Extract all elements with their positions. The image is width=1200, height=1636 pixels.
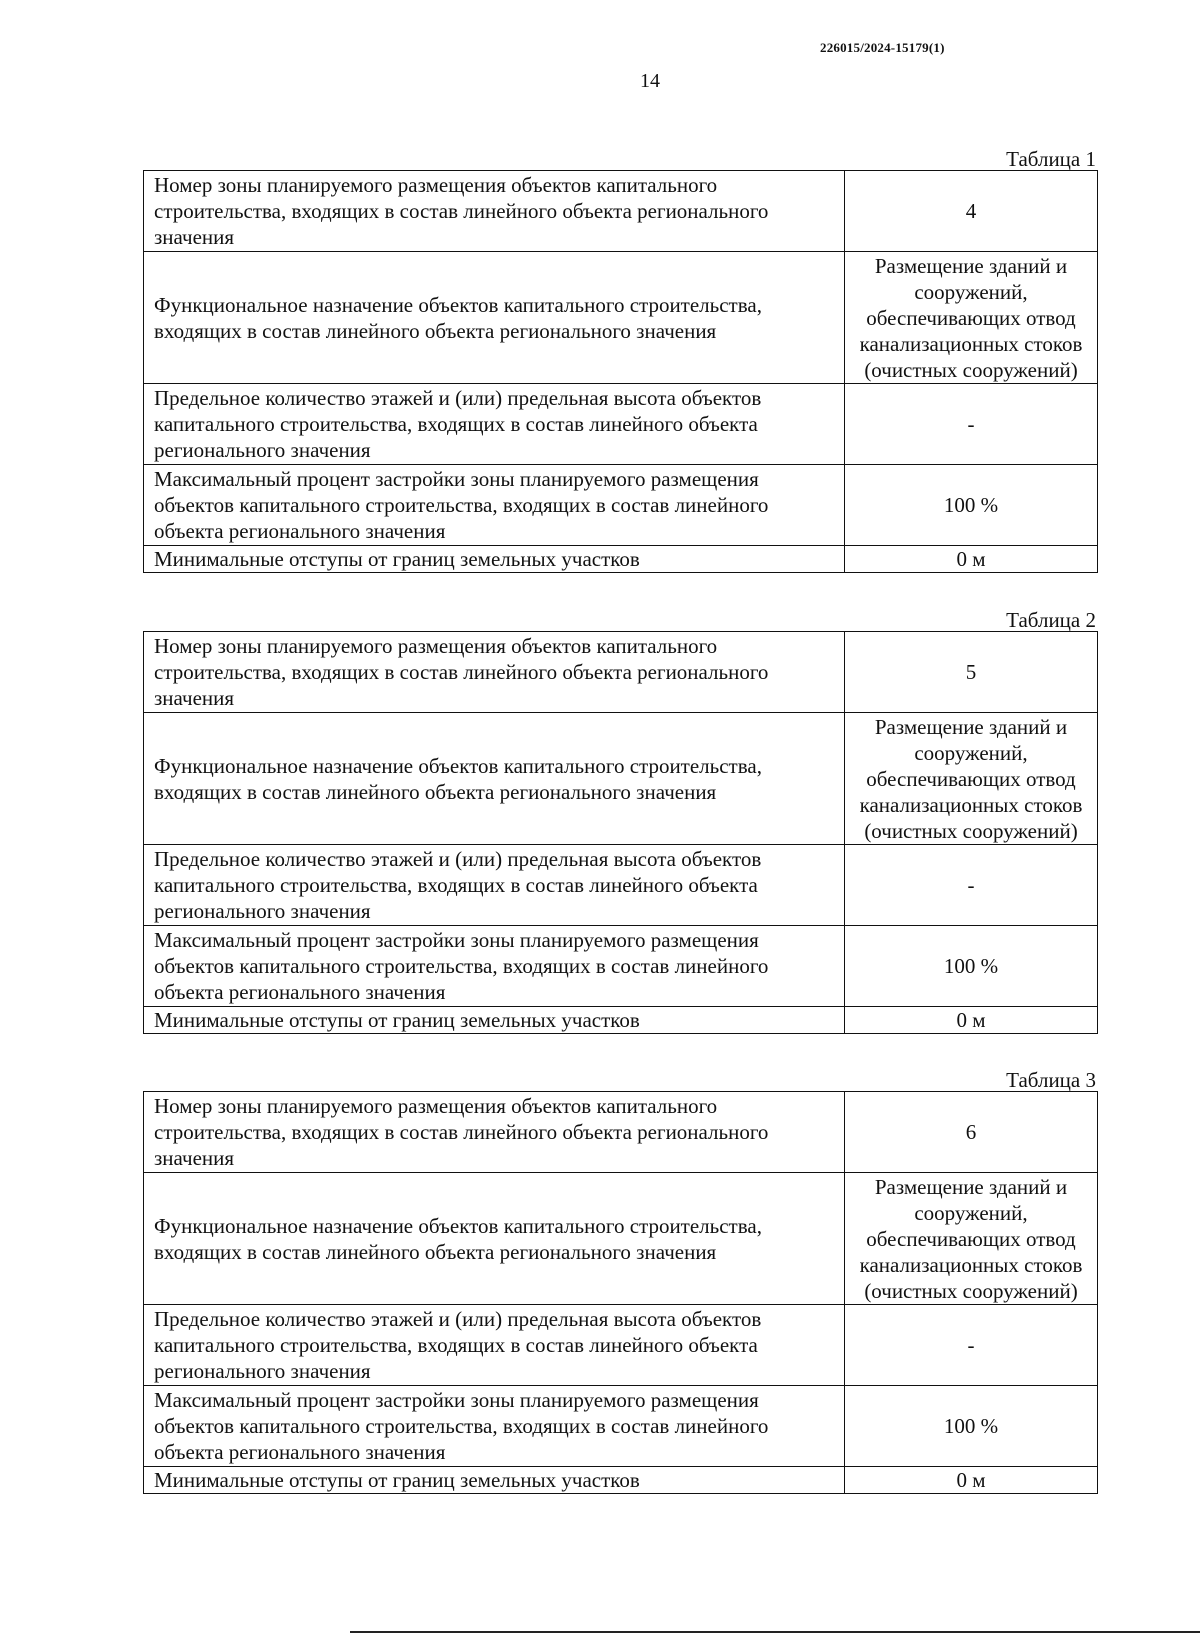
row-label: Предельное количество этажей и (или) предельная высота объектов капитального строительства, входящих в состав линейного объекта регионального значения <box>144 845 845 926</box>
row-value: Размещение зданий и сооружений, обеспечивающих отвод канализационных стоков (очистных сооружений) <box>845 1173 1098 1305</box>
row-value: Размещение зданий и сооружений, обеспечивающих отвод канализационных стоков (очистных сооружений) <box>845 713 1098 845</box>
table-caption: Таблица 2 <box>1006 608 1096 632</box>
table-row <box>144 1092 1098 1173</box>
row-value: - <box>845 845 1098 926</box>
table-caption: Таблица 3 <box>1006 1068 1096 1092</box>
scan-edge-line <box>350 1631 1200 1633</box>
table-row <box>144 1173 1098 1305</box>
row-label: Предельное количество этажей и (или) предельная высота объектов капитального строительства, входящих в состав линейного объекта регионального значения <box>144 384 845 465</box>
table-row <box>144 1007 1098 1034</box>
row-value: 100 % <box>845 1386 1098 1467</box>
row-label: Номер зоны планируемого размещения объектов капитального строительства, входящих в состав линейного объекта регионального значения <box>144 1092 845 1173</box>
table-1-block <box>143 148 1098 573</box>
table-3 <box>143 1091 1098 1494</box>
row-value: - <box>845 1305 1098 1386</box>
row-value: 0 м <box>845 546 1098 573</box>
table-row <box>144 1467 1098 1494</box>
row-label: Минимальные отступы от границ земельных участков <box>144 1467 845 1494</box>
row-label: Функциональное назначение объектов капитального строительства, входящих в состав линейного объекта регионального значения <box>144 713 845 845</box>
table-2-block <box>143 609 1098 1034</box>
table-row <box>144 1386 1098 1467</box>
table-1 <box>143 170 1098 573</box>
row-value: 0 м <box>845 1467 1098 1494</box>
row-label: Номер зоны планируемого размещения объектов капитального строительства, входящих в состав линейного объекта регионального значения <box>144 171 845 252</box>
table-row <box>144 546 1098 573</box>
table-row <box>144 926 1098 1007</box>
row-label: Максимальный процент застройки зоны планируемого размещения объектов капитального строительства, входящих в состав линейного объекта регионального значения <box>144 1386 845 1467</box>
table-row <box>144 1305 1098 1386</box>
row-label: Номер зоны планируемого размещения объектов капитального строительства, входящих в состав линейного объекта регионального значения <box>144 632 845 713</box>
page-number: 14 <box>640 70 660 92</box>
row-value: Размещение зданий и сооружений, обеспечивающих отвод канализационных стоков (очистных сооружений) <box>845 252 1098 384</box>
row-label: Максимальный процент застройки зоны планируемого размещения объектов капитального строительства, входящих в состав линейного объекта регионального значения <box>144 926 845 1007</box>
row-label: Минимальные отступы от границ земельных участков <box>144 1007 845 1034</box>
table-row <box>144 252 1098 384</box>
row-value: 100 % <box>845 465 1098 546</box>
row-value: - <box>845 384 1098 465</box>
row-value: 6 <box>845 1092 1098 1173</box>
row-label: Минимальные отступы от границ земельных участков <box>144 546 845 573</box>
table-row <box>144 384 1098 465</box>
table-caption: Таблица 1 <box>1006 147 1096 171</box>
document-code: 226015/2024-15179(1) <box>820 40 945 55</box>
row-value: 0 м <box>845 1007 1098 1034</box>
row-value: 5 <box>845 632 1098 713</box>
table-row <box>144 845 1098 926</box>
table-2 <box>143 631 1098 1034</box>
row-label: Функциональное назначение объектов капитального строительства, входящих в состав линейного объекта регионального значения <box>144 252 845 384</box>
row-value: 4 <box>845 171 1098 252</box>
table-row <box>144 171 1098 252</box>
row-label: Предельное количество этажей и (или) предельная высота объектов капитального строительства, входящих в состав линейного объекта регионального значения <box>144 1305 845 1386</box>
table-row <box>144 632 1098 713</box>
table-row <box>144 465 1098 546</box>
row-value: 100 % <box>845 926 1098 1007</box>
row-label: Максимальный процент застройки зоны планируемого размещения объектов капитального строительства, входящих в состав линейного объекта регионального значения <box>144 465 845 546</box>
table-row <box>144 713 1098 845</box>
row-label: Функциональное назначение объектов капитального строительства, входящих в состав линейного объекта регионального значения <box>144 1173 845 1305</box>
table-3-block <box>143 1069 1098 1494</box>
